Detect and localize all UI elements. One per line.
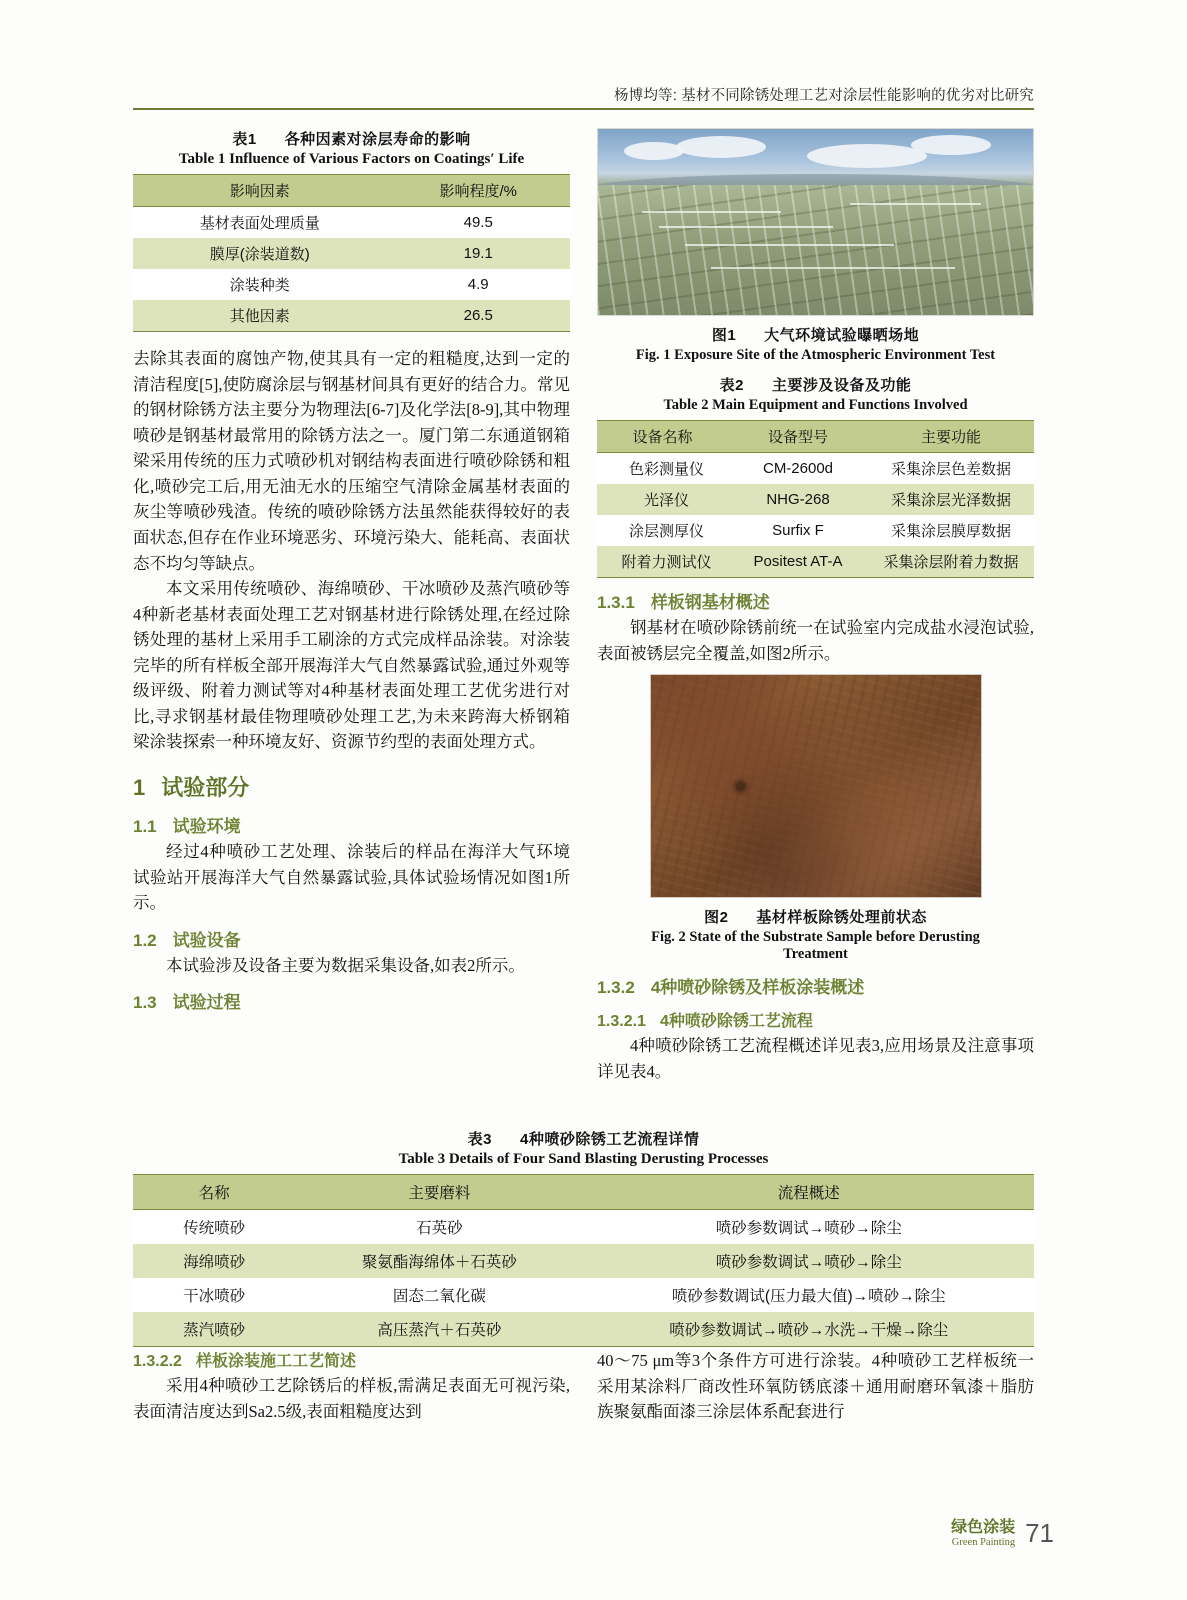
table-row [597, 515, 1034, 546]
table-influence-factors [133, 174, 570, 332]
section-1-title: 试验部分 [161, 775, 250, 800]
section-131-title: 样板钢基材概述 [650, 593, 770, 612]
table-header-row [133, 175, 570, 207]
header-rule [133, 108, 1034, 110]
table2-header-2: 主要功能 [868, 421, 1034, 453]
table3-header-0: 名称 [133, 1175, 295, 1210]
table2-caption-text: 主要涉及设备及功能 [771, 377, 912, 394]
table3-english-caption: Table 3 Details of Four Sand Blasting Derusting Processes [398, 1151, 769, 1167]
exposure-rack [711, 267, 955, 269]
table2-r0c0: 色彩测量仪 [597, 453, 728, 485]
section-11-number: 1.1 [133, 817, 157, 836]
table1-r0c0: 基材表面处理质量 [133, 207, 386, 239]
paragraph-test-equipment: 本试验涉及设备主要为数据采集设备,如表2所示。 [166, 955, 525, 975]
paragraph-coating-process-right: 40～75 μm等3个条件方可进行涂装。4种喷砂工艺样板统一采用某涂料厂商改性环氧防锈底漆＋通用耐磨环氧漆＋脂肪族聚氨酯面漆三涂层体系配套进行 [597, 1351, 1034, 1422]
figure1-english-caption: Fig. 1 Exposure Site of the Atmospheric Environment Test [635, 347, 996, 363]
table3-r1c1: 聚氨酯海绵体＋石英砂 [295, 1244, 583, 1278]
table2-r0c1: CM-2600d [728, 453, 868, 485]
table2-header-1: 设备型号 [728, 421, 868, 453]
figure2-english-caption-line1: Fig. 2 State of the Substrate Sample before Derusting [651, 929, 980, 946]
table1-english-caption: Table 1 Influence of Various Factors on Coatings′ Life [178, 151, 525, 167]
table3-chinese-caption [133, 1128, 1034, 1149]
figure2-english-caption-line2: Treatment [783, 946, 848, 963]
table3-caption-label: 表3 [467, 1131, 492, 1148]
table3-r1c0: 海绵喷砂 [133, 1244, 295, 1278]
table3-r2c0: 干冰喷砂 [133, 1278, 295, 1312]
section-1321-number: 1.3.2.1 [597, 1013, 646, 1031]
figure2-chinese-caption [597, 906, 1034, 927]
table-header-row [133, 1175, 1034, 1210]
section-heading-1-3-2-2 [133, 1348, 570, 1371]
table3-r3c2: 喷砂参数调试→喷砂→水洗→干燥→除尘 [583, 1312, 1034, 1347]
figure2-caption-text: 基材样板除锈处理前状态 [756, 909, 927, 927]
section-132-number: 1.3.2 [597, 978, 635, 998]
figure-2-image [650, 674, 982, 898]
section-heading-1-1 [133, 812, 570, 837]
paragraph-coating-process-left: 采用4种喷砂工艺除锈后的样板,需满足表面无可视污染,表面清洁度达到Sa2.5级,表面粗糙度达到 [133, 1376, 570, 1421]
table2-r2c0: 涂层测厚仪 [597, 515, 728, 546]
exposure-rack [850, 203, 981, 205]
table-row [133, 207, 570, 239]
table1-caption-label: 表1 [232, 131, 257, 148]
table-row [597, 453, 1034, 485]
table-row [133, 1210, 1034, 1245]
table2-header-0: 设备名称 [597, 421, 728, 453]
table3-header-2: 流程概述 [583, 1175, 1034, 1210]
cloud-shape [624, 142, 684, 160]
section-12-title: 试验设备 [172, 930, 241, 950]
table1-r2c1: 4.9 [386, 269, 570, 300]
table2-r3c0: 附着力测试仪 [597, 546, 728, 578]
table1-r3c0: 其他因素 [133, 300, 386, 332]
table-row [133, 1278, 1034, 1312]
paragraph-substrate-overview: 钢基材在喷砂除锈前统一在试验室内完成盐水浸泡试验,表面被锈层完全覆盖,如图2所示。 [597, 618, 1034, 663]
table-row [133, 238, 570, 269]
cloud-shape [807, 144, 927, 168]
figure-1-image [597, 128, 1034, 316]
section-heading-1-2 [133, 926, 570, 951]
table3-header-1: 主要磨料 [295, 1175, 583, 1210]
journal-brand [951, 1519, 1015, 1548]
left-column [133, 128, 570, 1015]
figure1-caption-text: 大气环境试验曝晒场地 [764, 327, 920, 344]
paragraph-study-overview: 本文采用传统喷砂、海绵喷砂、干冰喷砂及蒸汽喷砂等4种新老基材表面处理工艺对钢基材进行除锈处理,在经过除锈处理的基材上采用手工刷涂的方式完成样品涂装。对涂装完毕的所有样板全部开展海洋大气自然暴露试验,通过外观等级评级、附着力测试等对4种基材表面处理工艺优劣进行对比,寻求钢基材最佳物理喷砂处理工艺,为未来跨海大桥钢箱梁涂装探索一种环境友好、资源节约型的表面处理方式。 [133, 579, 570, 752]
table-header-row [597, 421, 1034, 453]
section-13-title: 试验过程 [172, 993, 241, 1013]
running-head: 杨博均等: 基材不同除锈处理工艺对涂层性能影响的优劣对比研究 [613, 88, 1034, 104]
table2-r3c1: Positest AT-A [728, 546, 868, 578]
table3-r0c2: 喷砂参数调试→喷砂→除尘 [583, 1210, 1034, 1245]
table-row [133, 269, 570, 300]
section-heading-1-3-2 [597, 973, 1034, 998]
section-1322-number: 1.3.2.2 [133, 1353, 182, 1370]
section-heading-1-3-1 [597, 588, 1034, 613]
table-row [133, 1312, 1034, 1347]
brand-chinese: 绿色涂装 [951, 1519, 1016, 1537]
table2-r2c2: 采集涂层膜厚数据 [868, 515, 1034, 546]
bottom-right-column [597, 1348, 1034, 1425]
corrosion-spot [736, 782, 745, 791]
table-row [597, 484, 1034, 515]
table2-chinese-caption [597, 374, 1034, 395]
page-number: 71 [1025, 1518, 1054, 1548]
table1-r2c0: 涂装种类 [133, 269, 386, 300]
exposure-rack [659, 226, 833, 228]
table1-header-1: 影响程度/% [386, 175, 570, 207]
section-heading-1-3 [133, 988, 570, 1013]
table3-r1c2: 喷砂参数调试→喷砂→除尘 [583, 1244, 1034, 1278]
section-1321-title: 4种喷砂除锈工艺流程 [659, 1013, 813, 1031]
table1-header-0: 影响因素 [133, 175, 386, 207]
table3-caption-text: 4种喷砂除锈工艺流程详情 [520, 1131, 700, 1148]
section-11-title: 试验环境 [172, 817, 241, 836]
table-equipment-functions [597, 420, 1034, 578]
section-131-number: 1.3.1 [597, 593, 635, 612]
table3-r2c2: 喷砂参数调试(压力最大值)→喷砂→除尘 [583, 1278, 1034, 1312]
paragraph-blasting-processes: 4种喷砂除锈工艺流程概述详见表3,应用场景及注意事项详见表4。 [597, 1036, 1034, 1081]
cloud-shape [911, 135, 991, 155]
table2-english-caption: Table 2 Main Equipment and Functions Involved [663, 397, 968, 413]
table-row [597, 546, 1034, 578]
table1-chinese-caption [133, 128, 570, 149]
table-blasting-process-details [133, 1174, 1034, 1347]
page-footer [951, 1519, 1054, 1548]
bottom-left-column [133, 1348, 570, 1424]
table2-r2c1: Surfix F [728, 515, 868, 546]
exposure-rack [642, 211, 781, 213]
figure1-chinese-caption [597, 324, 1034, 345]
section-13-number: 1.3 [133, 993, 157, 1013]
table1-r0c1: 49.5 [386, 207, 570, 239]
section-132-title: 4种喷砂除锈及样板涂装概述 [650, 978, 865, 998]
section-12-number: 1.2 [133, 930, 157, 950]
section-1322-title: 样板涂装施工工艺简述 [195, 1353, 356, 1370]
right-column [597, 128, 1034, 1084]
table1-r1c1: 19.1 [386, 238, 570, 269]
table2-r3c2: 采集涂层附着力数据 [868, 546, 1034, 578]
section-heading-1 [133, 771, 570, 802]
brand-english: Green Painting [951, 1537, 1016, 1548]
paragraph-continuation: 去除其表面的腐蚀产物,使其具有一定的粗糙度,达到一定的清洁程度[5],使防腐涂层与钢基材间具有更好的结合力。常见的钢材除锈方法主要分为物理法[6-7]及化学法[8-9],其中物理喷砂是钢基材最常用的除锈方法之一。厦门第二东通道钢箱梁采用传统的压力式喷砂机对钢结构表面进行喷砂除锈和粗化,喷砂完工后,用无油无水的压缩空气清除金属基材表面的灰尘等喷砂残渣。传统的喷砂除锈方法虽然能获得较好的表面状态,但存在作业环境恶劣、环境污染大、能耗高、表面状态不均匀等缺点。 [133, 349, 570, 573]
figure1-caption-label: 图1 [711, 327, 737, 344]
paragraph-test-environment: 经过4种喷砂工艺处理、涂装后的样品在海洋大气环境试验站开展海洋大气自然暴露试验,具体试验场情况如图1所示。 [133, 842, 570, 913]
table3-r0c1: 石英砂 [295, 1210, 583, 1245]
table2-r0c2: 采集涂层色差数据 [868, 453, 1034, 485]
table2-caption-label: 表2 [719, 377, 744, 394]
table2-r1c1: NHG-268 [728, 484, 868, 515]
table-row [133, 1244, 1034, 1278]
table1-r3c1: 26.5 [386, 300, 570, 332]
table2-r1c0: 光泽仪 [597, 484, 728, 515]
cloud-shape [676, 136, 766, 158]
table3-r3c1: 高压蒸汽＋石英砂 [295, 1312, 583, 1347]
figure2-caption-label: 图2 [704, 909, 729, 927]
table1-r1c0: 膜厚(涂装道数) [133, 238, 386, 269]
table3-r3c0: 蒸汽喷砂 [133, 1312, 295, 1347]
section-heading-1-3-2-1 [597, 1008, 1034, 1031]
section-1-number: 1 [133, 775, 146, 800]
table3-r2c1: 固态二氧化碳 [295, 1278, 583, 1312]
table3-r0c0: 传统喷砂 [133, 1210, 295, 1245]
table-row [133, 300, 570, 332]
table1-caption-text: 各种因素对涂层寿命的影响 [284, 131, 471, 148]
table3-block [133, 1128, 1034, 1347]
table2-r1c2: 采集涂层光泽数据 [868, 484, 1034, 515]
exposure-rack [685, 244, 894, 246]
